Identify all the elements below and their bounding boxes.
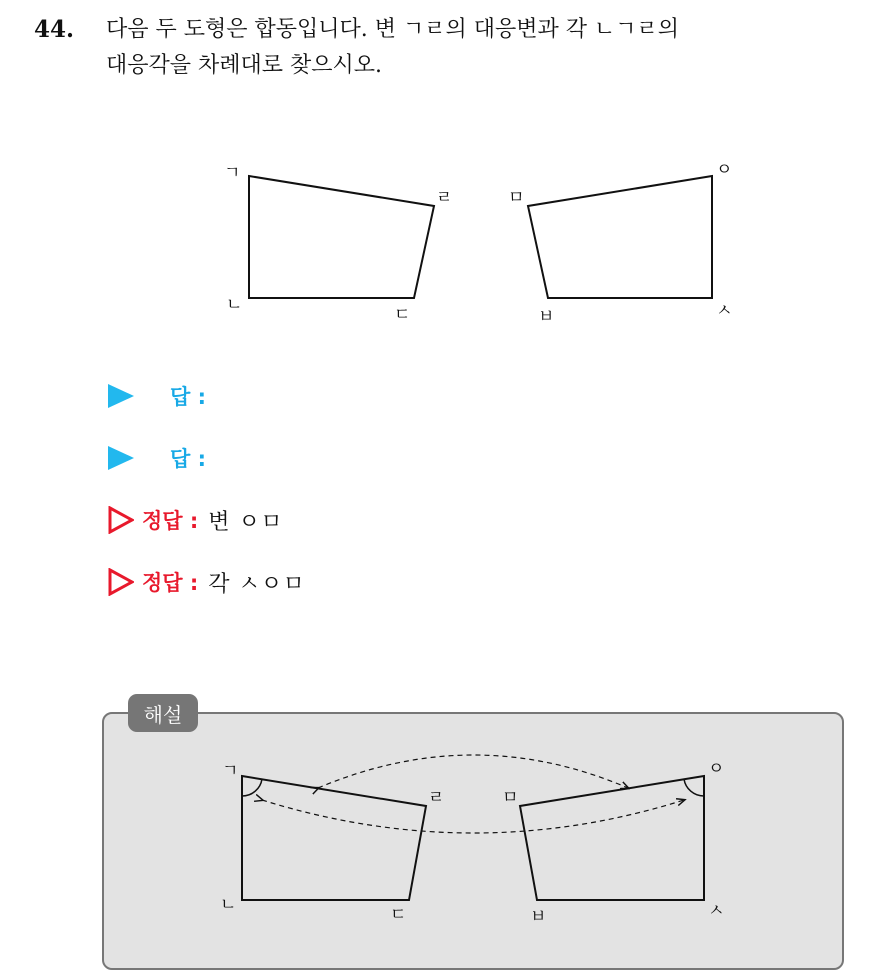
explanation-vertex-label-mieum: ㅁ — [502, 788, 519, 808]
explanation-quadrilateral-left — [242, 776, 426, 900]
angle-arc-left — [242, 779, 262, 796]
vertex-label-rieul: ㄹ — [436, 188, 453, 208]
vertex-label-bieup: ㅂ — [538, 307, 555, 327]
vertex-label-digeut: ㄷ — [394, 305, 411, 325]
answer-label: 답 : — [170, 385, 206, 409]
solution-value: 각 ㅅㅇㅁ — [208, 571, 306, 597]
explanation-vertex-label-rieul: ㄹ — [428, 788, 445, 808]
question-text-line-2: 대응각을 차례대로 찾으시오. — [106, 53, 383, 78]
explanation-vertex-label-ieung: ㅇ — [708, 759, 725, 779]
vertex-label-mieum: ㅁ — [508, 188, 525, 208]
explanation-vertex-label-siot: ㅅ — [708, 901, 725, 921]
explanation-quadrilateral-right — [520, 776, 704, 900]
correspondence-arrow-angle — [262, 800, 684, 833]
question-number: 44. — [34, 16, 75, 43]
vertex-label-siot: ㅅ — [716, 301, 733, 321]
explanation-vertex-label-digeut: ㄷ — [390, 905, 407, 925]
explanation-vertex-label-bieup: ㅂ — [530, 907, 547, 927]
correspondence-arrow-side — [318, 755, 628, 788]
explanation-vertex-label-giyeok: ㄱ — [222, 761, 239, 781]
solution-label: 정답 : — [142, 509, 199, 533]
angle-arc-right — [684, 779, 704, 796]
explanation-tab: 해설 — [128, 694, 198, 732]
question-text-line-1: 다음 두 도형은 합동입니다. 변 ㄱㄹ의 대응변과 각 ㄴㄱㄹ의 — [106, 17, 679, 42]
vertex-label-ieung: ㅇ — [716, 160, 733, 180]
answer-label: 답 : — [170, 447, 206, 471]
explanation-vertex-label-nieun: ㄴ — [220, 895, 237, 915]
solution-value: 변 ㅇㅁ — [208, 509, 284, 535]
solution-label: 정답 : — [142, 571, 199, 595]
vertex-label-giyeok: ㄱ — [224, 163, 241, 183]
vertex-label-nieun: ㄴ — [226, 295, 243, 315]
